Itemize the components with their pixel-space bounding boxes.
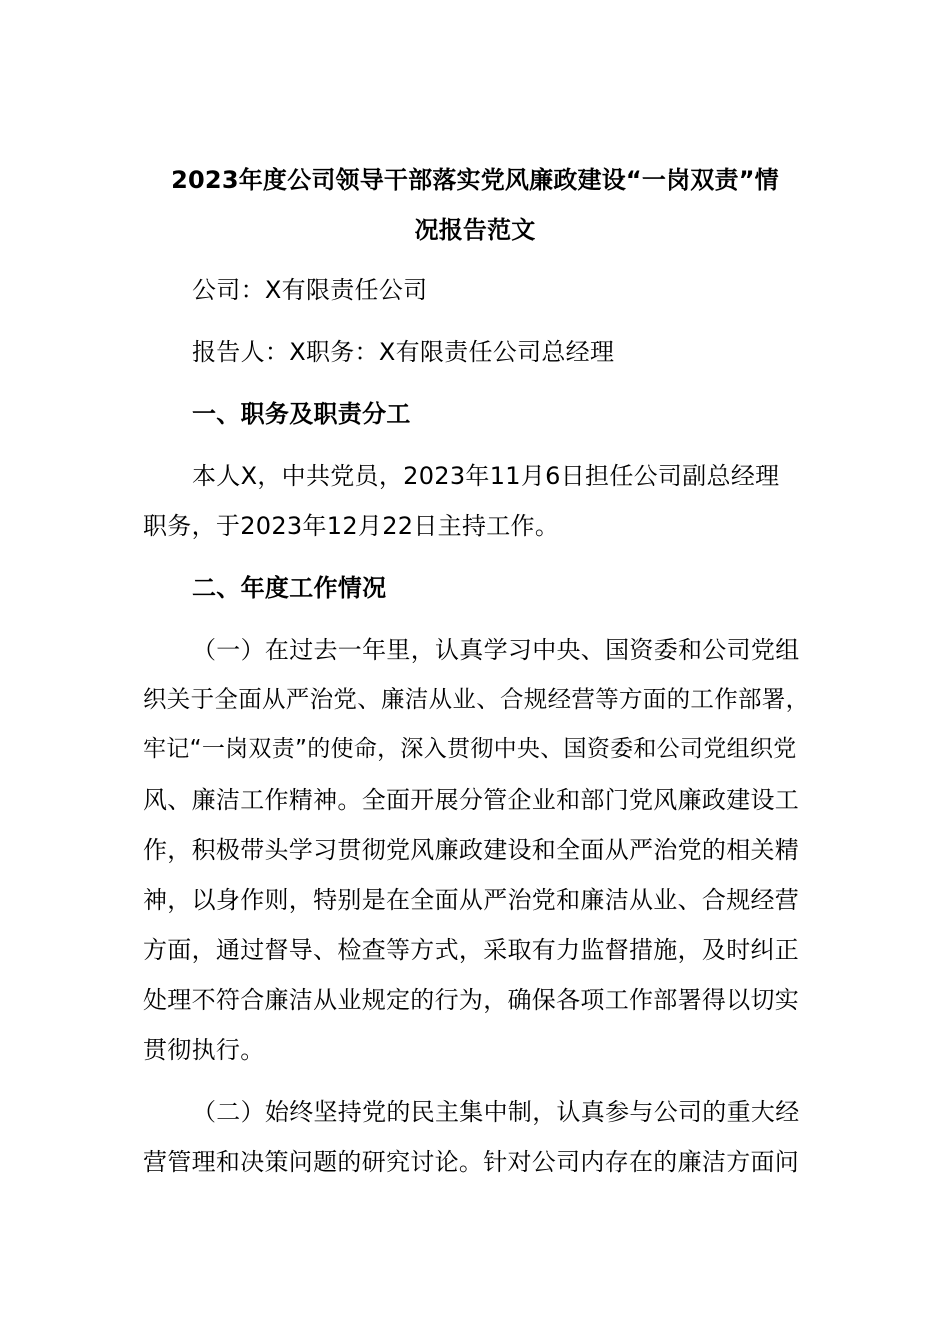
paragraph-1-line: 作，积极带头学习贯彻党风廉政建设和全面从严治党的相关精 [143,836,800,864]
paragraph-1-line: 风、廉洁工作精神。全面开展分管企业和部门党风廉政建设工 [143,786,800,814]
company-line: 公司：X有限责任公司 [192,276,428,304]
paragraph-1-line: 处理不符合廉洁从业规定的行为，确保各项工作部署得以切实 [143,986,800,1014]
paragraph-1-line: 贯彻执行。 [143,1036,265,1064]
document-title-line-1: 2023年度公司领导干部落实党风廉政建设“一岗双责”情 [171,166,779,194]
paragraph-1-line: 神，以身作则，特别是在全面从严治党和廉洁从业、合规经营 [143,886,800,914]
paragraph-2-line: 营管理和决策问题的研究讨论。针对公司内存在的廉洁方面问 [143,1148,800,1176]
section-1-heading: 一、职务及职责分工 [192,400,411,428]
paragraph-1-line: （一）在过去一年里，认真学习中央、国资委和公司党组 [192,636,800,664]
section-2-heading: 二、年度工作情况 [192,574,387,602]
section-1-line-2: 职务，于2023年12月22日主持工作。 [143,512,560,540]
section-1-line-1: 本人X，中共党员，2023年11月6日担任公司副总经理 [192,462,780,490]
paragraph-1-line: 织关于全面从严治党、廉洁从业、合规经营等方面的工作部署， [143,685,810,713]
paragraph-1-line: 方面，通过督导、检查等方式，采取有力监督措施，及时纠正 [143,936,800,964]
document-title-line-2: 况报告范文 [414,216,536,244]
paragraph-2-line: （二）始终坚持党的民主集中制，认真参与公司的重大经 [192,1098,800,1126]
reporter-line: 报告人：X职务：X有限责任公司总经理 [192,338,615,366]
paragraph-1-line: 牢记“一岗双责”的使命，深入贯彻中央、国资委和公司党组织党 [143,736,797,762]
